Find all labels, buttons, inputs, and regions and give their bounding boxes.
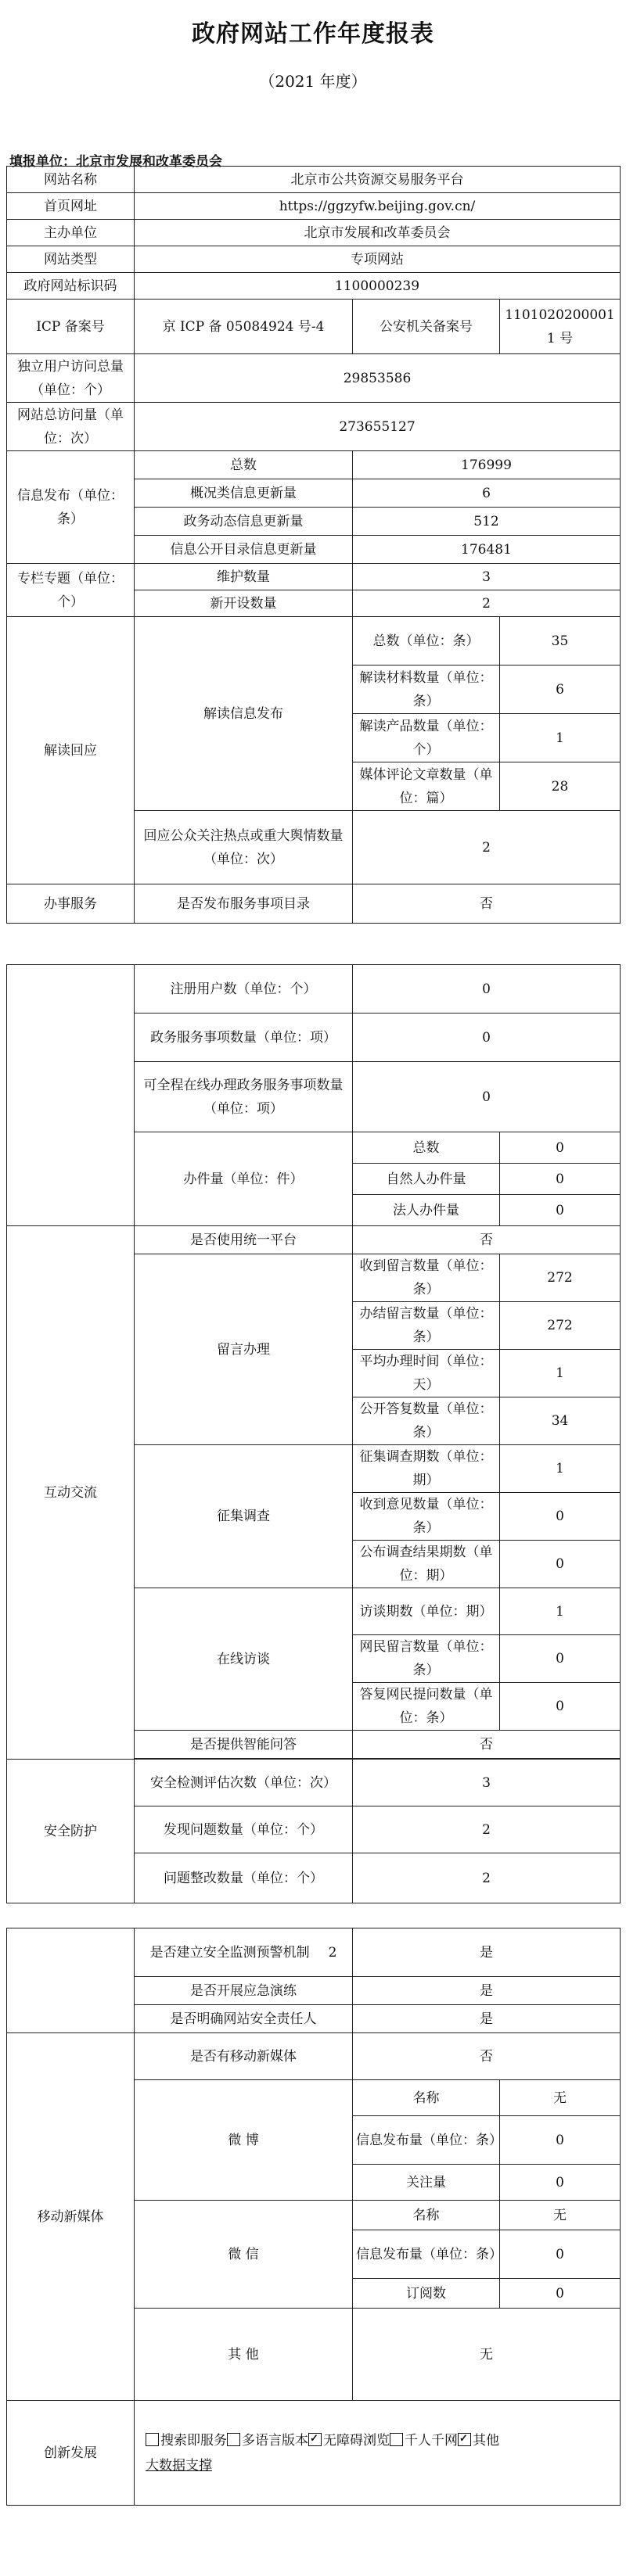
service-online-value: 0 [353, 1062, 621, 1132]
column-maintain-label: 维护数量 [135, 564, 353, 590]
service-items-label: 政务服务事项数量（单位：项） [135, 1014, 353, 1062]
icp-value: 京 ICP 备 05084924 号-4 [135, 300, 353, 354]
interact-survey-label: 征集调查 [135, 1445, 353, 1588]
interact-smart-label: 是否提供智能问答 [135, 1731, 353, 1759]
wb-follow-value: 0 [500, 2165, 621, 2201]
filling-unit: 填报单位：北京市发展和改革委员会 [9, 154, 222, 170]
other-media-label: 其 他 [135, 2309, 353, 2401]
site-code-label: 政府网站标识码 [7, 273, 135, 300]
innovation-option [308, 2433, 390, 2449]
info-dynamic-value: 512 [353, 508, 621, 536]
info-total-label: 总数 [135, 451, 353, 479]
interpret-label: 解读回应 [7, 617, 135, 884]
security-eval-value: 3 [353, 1760, 621, 1806]
host-label: 主办单位 [7, 220, 135, 246]
security-owner-label: 是否明确网站安全责任人 [135, 2005, 353, 2033]
survey-results-value: 0 [500, 1541, 621, 1588]
wx-pub-value: 0 [500, 2230, 621, 2279]
interact-smart-value: 否 [353, 1731, 621, 1759]
survey-results-label: 公布调查结果期数（单位：期） [353, 1541, 500, 1588]
iv-msgs-value: 0 [500, 1635, 621, 1683]
interpret-product-value: 1 [500, 714, 621, 762]
survey-periods-value: 1 [500, 1445, 621, 1493]
wx-sub-label: 订阅数 [353, 2279, 500, 2309]
report-year: （2021 年度） [259, 72, 367, 91]
msg-recv-label: 收到留言数量（单位：条） [353, 1254, 500, 1302]
unchecked-box-icon[interactable] [390, 2433, 403, 2446]
innovation-option [390, 2433, 458, 2449]
report-table-mobile [6, 1928, 621, 2506]
service-catalog-value: 否 [353, 884, 621, 924]
interpret-media-label: 媒体评论文章数量（单位：篇） [353, 762, 500, 811]
wx-name-value: 无 [500, 2201, 621, 2230]
unchecked-box-icon[interactable] [227, 2433, 240, 2446]
info-total-value: 176999 [353, 451, 621, 479]
handled-person-value: 0 [500, 1164, 621, 1195]
wb-follow-label: 关注量 [353, 2165, 500, 2201]
interpret-total-label: 总数（单位：条） [353, 617, 500, 666]
wx-pub-label: 信息发布量（单位：条） [353, 2230, 500, 2279]
column-new-value: 2 [353, 590, 621, 617]
msg-done-value: 272 [500, 1302, 621, 1350]
innovation-option-label: 无障碍浏览 [323, 2432, 390, 2449]
uv-label: 独立用户访问总量（单位：个） [7, 354, 135, 403]
handled-legal-label: 法人办件量 [353, 1195, 500, 1226]
report-table-service [6, 964, 621, 1903]
security-continued [7, 1928, 135, 2033]
wb-pub-label: 信息发布量（单位：条） [353, 2116, 500, 2165]
security-drill-label: 是否开展应急演练 [135, 1977, 353, 2005]
monitor-note: 2 [328, 1944, 337, 1961]
innovation-option [458, 2433, 499, 2449]
msg-done-label: 办结留言数量（单位：条） [353, 1302, 500, 1350]
uv-value: 29853586 [135, 354, 621, 403]
msg-public-label: 公开答复数量（单位：条） [353, 1397, 500, 1445]
survey-opinions-value: 0 [500, 1493, 621, 1541]
info-catalog-value: 176481 [353, 536, 621, 564]
security-eval-label: 安全检测评估次数（单位：次） [135, 1760, 353, 1806]
interact-label: 互动交流 [7, 1226, 135, 1760]
weibo-label: 微 博 [135, 2080, 353, 2201]
wx-sub-value: 0 [500, 2279, 621, 2309]
interpret-hot-label: 回应公众关注热点或重大舆情数量（单位：次） [135, 811, 353, 884]
security-found-label: 发现问题数量（单位：个） [135, 1806, 353, 1853]
innovation-option-label: 多语言版本 [242, 2432, 308, 2449]
iv-periods-value: 1 [500, 1588, 621, 1635]
wx-name-label: 名称 [353, 2201, 500, 2230]
mobile-has-value: 否 [353, 2033, 621, 2080]
site-name-value: 北京市公共资源交易服务平台 [135, 167, 621, 193]
interpret-material-label: 解读材料数量（单位：条） [353, 666, 500, 714]
service-users-value: 0 [353, 965, 621, 1014]
mobile-label: 移动新媒体 [7, 2033, 135, 2401]
handled-total-value: 0 [500, 1132, 621, 1164]
msg-avg-value: 1 [500, 1350, 621, 1397]
pv-value: 273655127 [135, 403, 621, 451]
innovation-option [227, 2433, 308, 2449]
wb-name-value: 无 [500, 2080, 621, 2116]
msg-public-value: 34 [500, 1397, 621, 1445]
service-label: 办事服务 [7, 884, 135, 924]
interpret-media-value: 28 [500, 762, 621, 811]
handled-total-label: 总数 [353, 1132, 500, 1164]
security-monitor-label: 是否建立安全监测预警机制 2 [135, 1928, 353, 1977]
survey-opinions-label: 收到意见数量（单位：条） [353, 1493, 500, 1541]
info-dynamic-label: 政务动态信息更新量 [135, 508, 353, 536]
site-type-value: 专项网站 [135, 246, 621, 273]
site-type-label: 网站类型 [7, 246, 135, 273]
innovation-option [146, 2433, 227, 2449]
report-title: 政府网站工作年度报表 [192, 20, 434, 48]
iv-msgs-label: 网民留言数量（单位：条） [353, 1635, 500, 1683]
interpret-hot-value: 2 [353, 811, 621, 884]
unchecked-box-icon[interactable] [146, 2433, 159, 2446]
security-owner-value: 是 [353, 2005, 621, 2033]
report-table-main [6, 166, 621, 924]
iv-answers-label: 答复网民提问数量（单位：条） [353, 1683, 500, 1731]
icp-label: ICP 备案号 [7, 300, 135, 354]
service-items-value: 0 [353, 1014, 621, 1062]
column-new-label: 新开设数量 [135, 590, 353, 617]
handled-person-label: 自然人办件量 [353, 1164, 500, 1195]
innovation-option-label: 千人千网 [405, 2432, 458, 2449]
security-fixed-value: 2 [353, 1853, 621, 1903]
security-monitor-value: 是 [353, 1928, 621, 1977]
checked-box-icon[interactable] [308, 2433, 322, 2446]
home-url-value: https://ggzyfw.beijing.gov.cn/ [135, 193, 621, 220]
interpret-material-value: 6 [500, 666, 621, 714]
msg-recv-value: 272 [500, 1254, 621, 1302]
other-media-value: 无 [353, 2309, 621, 2401]
interact-msg-label: 留言办理 [135, 1254, 353, 1445]
security-drill-value: 是 [353, 1977, 621, 2005]
info-overview-value: 6 [353, 479, 621, 508]
iv-answers-value: 0 [500, 1683, 621, 1731]
checked-box-icon[interactable] [458, 2433, 471, 2446]
innovation-options [135, 2401, 621, 2506]
innovation-option-label: 其他 [473, 2432, 499, 2449]
wb-name-label: 名称 [353, 2080, 500, 2116]
security-found-value: 2 [353, 1806, 621, 1853]
home-url-label: 首页网址 [7, 193, 135, 220]
innovation-option-label: 搜索即服务 [160, 2432, 227, 2449]
service-catalog-label: 是否发布服务事项目录 [135, 884, 353, 924]
interpret-total-value: 35 [500, 617, 621, 666]
innovation-label: 创新发展 [7, 2401, 135, 2506]
interpret-product-label: 解读产品数量（单位：个） [353, 714, 500, 762]
info-overview-label: 概况类信息更新量 [135, 479, 353, 508]
host-value: 北京市发展和改革委员会 [135, 220, 621, 246]
survey-periods-label: 征集调查期数（单位：期） [353, 1445, 500, 1493]
handled-legal-value: 0 [500, 1195, 621, 1226]
psb-label: 公安机关备案号 [353, 300, 500, 354]
pv-label: 网站总访问量（单位：次） [7, 403, 135, 451]
msg-avg-label: 平均办理时间（单位：天） [353, 1350, 500, 1397]
service-online-label: 可全程在线办理政务服务事项数量（单位：项） [135, 1062, 353, 1132]
innovation-other-text: 大数据支撑 [146, 2457, 212, 2474]
service-users-label: 注册用户数（单位：个） [135, 965, 353, 1014]
interact-platform-label: 是否使用统一平台 [135, 1226, 353, 1254]
wechat-label: 微 信 [135, 2201, 353, 2309]
info-catalog-label: 信息公开目录信息更新量 [135, 536, 353, 564]
site-code-value: 1100000239 [135, 273, 621, 300]
security-label: 安全防护 [7, 1760, 135, 1903]
iv-periods-label: 访谈期数（单位：期） [353, 1588, 500, 1635]
info-publish-label: 信息发布（单位：条） [7, 451, 135, 564]
service-continued [7, 965, 135, 1226]
column-maintain-value: 3 [353, 564, 621, 590]
wb-pub-value: 0 [500, 2116, 621, 2165]
service-handled-label: 办件量（单位：件） [135, 1132, 353, 1226]
interpret-publish-label: 解读信息发布 [135, 617, 353, 811]
column-label: 专栏专题（单位：个） [7, 564, 135, 617]
site-name-label: 网站名称 [7, 167, 135, 193]
mobile-has-label: 是否有移动新媒体 [135, 2033, 353, 2080]
security-fixed-label: 问题整改数量（单位：个） [135, 1853, 353, 1903]
psb-value: 11010202000011 号 [500, 300, 621, 354]
interact-platform-value: 否 [353, 1226, 621, 1254]
interact-interview-label: 在线访谈 [135, 1588, 353, 1731]
